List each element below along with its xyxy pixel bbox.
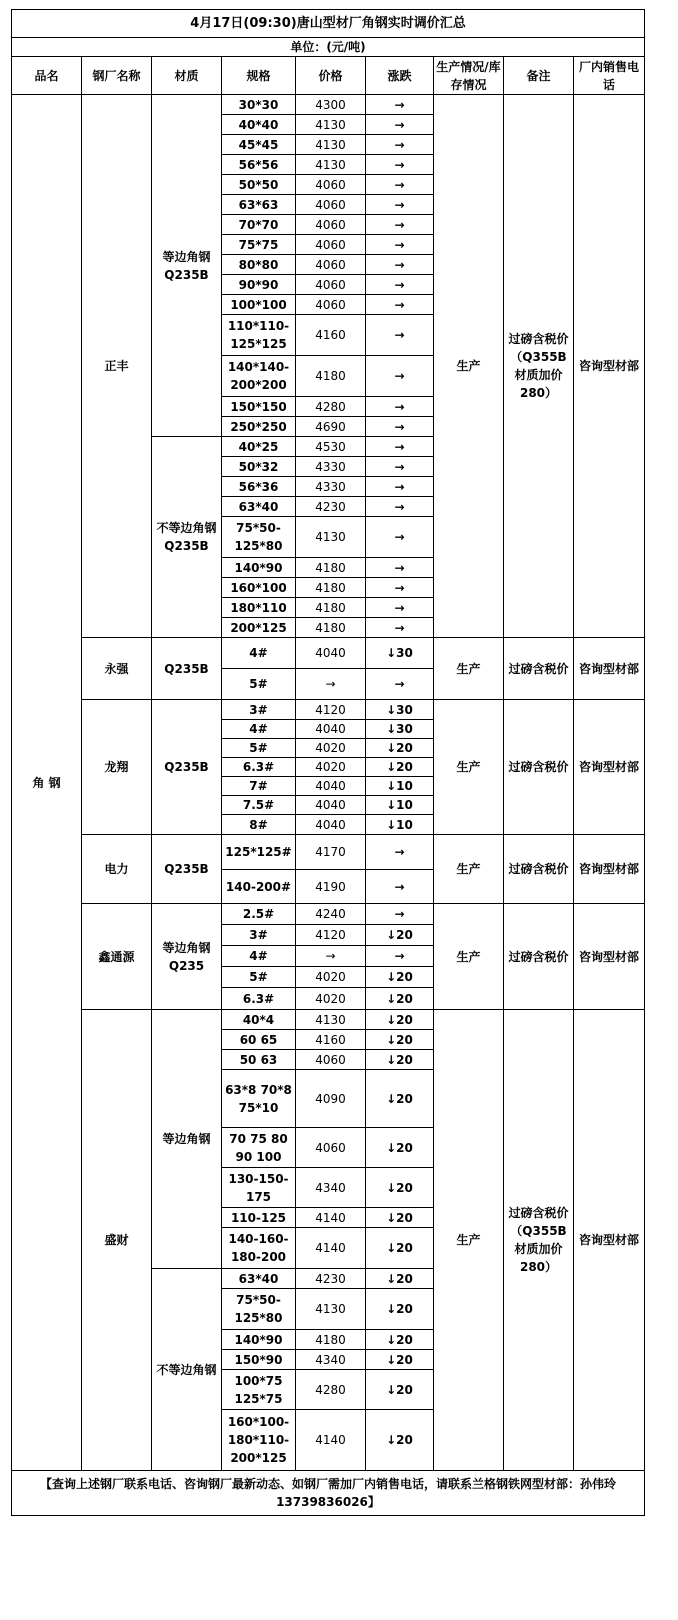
table-title: 4月17日(09:30)唐山型材厂角钢实时调价汇总 — [12, 10, 645, 38]
price-cell: 4060 — [296, 235, 366, 255]
spec-cell: 90*90 — [222, 275, 296, 295]
price-cell: 4160 — [296, 315, 366, 356]
spec-cell: 250*250 — [222, 417, 296, 437]
change-cell: ↓20 — [366, 1050, 434, 1070]
change-cell: → — [366, 275, 434, 295]
price-cell: 4130 — [296, 1289, 366, 1330]
change-cell: ↓20 — [366, 1010, 434, 1030]
change-cell: → — [366, 669, 434, 700]
change-cell: → — [366, 946, 434, 967]
price-cell: 4230 — [296, 1269, 366, 1289]
change-cell: → — [366, 195, 434, 215]
phone-cell: 咨询型材部 — [574, 904, 645, 1010]
mill-name: 盛财 — [82, 1010, 152, 1471]
price-cell: 4180 — [296, 598, 366, 618]
production-status: 生产 — [434, 638, 504, 700]
change-cell: ↓20 — [366, 1168, 434, 1208]
spec-cell: 30*30 — [222, 95, 296, 115]
change-cell: ↓30 — [366, 638, 434, 669]
change-cell: ↓20 — [366, 739, 434, 758]
price-cell: 4140 — [296, 1208, 366, 1228]
change-cell: ↓20 — [366, 967, 434, 988]
change-cell: → — [366, 457, 434, 477]
spec-cell: 5# — [222, 739, 296, 758]
price-cell: 4020 — [296, 967, 366, 988]
price-cell: 4300 — [296, 95, 366, 115]
remark-cell: 过磅含税价 — [504, 700, 574, 835]
phone-cell: 咨询型材部 — [574, 835, 645, 904]
mill-name: 电力 — [82, 835, 152, 904]
price-cell: 4090 — [296, 1070, 366, 1128]
spec-cell: 70 75 80 90 100 — [222, 1128, 296, 1168]
change-cell: → — [366, 578, 434, 598]
table-row — [12, 700, 645, 720]
change-cell: ↓20 — [366, 1269, 434, 1289]
phone-cell: 咨询型材部 — [574, 700, 645, 835]
change-cell: → — [366, 155, 434, 175]
spec-cell: 4# — [222, 638, 296, 669]
spec-cell: 5# — [222, 669, 296, 700]
price-cell: → — [296, 669, 366, 700]
spec-cell: 160*100-180*110-200*125 — [222, 1410, 296, 1471]
change-cell: → — [366, 215, 434, 235]
unit-label: 单位：(元/吨) — [12, 38, 645, 57]
change-cell: → — [366, 437, 434, 457]
price-cell: 4020 — [296, 758, 366, 777]
price-cell: 4060 — [296, 295, 366, 315]
spec-cell: 50 63 — [222, 1050, 296, 1070]
change-cell: ↓20 — [366, 1070, 434, 1128]
spec-cell: 130-150-175 — [222, 1168, 296, 1208]
change-cell: → — [366, 135, 434, 155]
change-cell: → — [366, 870, 434, 904]
spec-cell: 3# — [222, 925, 296, 946]
price-cell: 4060 — [296, 1128, 366, 1168]
change-cell: ↓20 — [366, 1410, 434, 1471]
production-status: 生产 — [434, 835, 504, 904]
spec-cell: 100*75 125*75 — [222, 1370, 296, 1410]
price-cell: 4140 — [296, 1410, 366, 1471]
change-cell: → — [366, 356, 434, 397]
header-product: 品名 — [12, 57, 82, 95]
price-cell: 4130 — [296, 155, 366, 175]
spec-cell: 140*140-200*200 — [222, 356, 296, 397]
header-change: 涨跌 — [366, 57, 434, 95]
spec-cell: 56*36 — [222, 477, 296, 497]
material-cell: Q235B — [152, 638, 222, 700]
price-cell: 4060 — [296, 195, 366, 215]
table-row — [12, 835, 645, 870]
change-cell: → — [366, 835, 434, 870]
price-cell: 4140 — [296, 1228, 366, 1269]
header-remark: 备注 — [504, 57, 574, 95]
price-cell: 4340 — [296, 1350, 366, 1370]
price-cell: 4280 — [296, 397, 366, 417]
change-cell: ↓10 — [366, 815, 434, 835]
price-cell: 4060 — [296, 175, 366, 195]
change-cell: ↓20 — [366, 1370, 434, 1410]
spec-cell: 140*90 — [222, 1330, 296, 1350]
remark-cell: 过磅含税价 — [504, 904, 574, 1010]
phone-cell: 咨询型材部 — [574, 1010, 645, 1471]
production-status: 生产 — [434, 904, 504, 1010]
spec-cell: 8# — [222, 815, 296, 835]
spec-cell: 63*8 70*8 75*10 — [222, 1070, 296, 1128]
remark-cell: 过磅含税价 — [504, 638, 574, 700]
price-cell: 4130 — [296, 1010, 366, 1030]
spec-cell: 4# — [222, 720, 296, 739]
material-cell: 不等边角钢Q235B — [152, 437, 222, 638]
price-cell: 4130 — [296, 115, 366, 135]
spec-cell: 140-200# — [222, 870, 296, 904]
spec-cell: 7.5# — [222, 796, 296, 815]
price-cell: 4130 — [296, 517, 366, 558]
spec-cell: 63*63 — [222, 195, 296, 215]
material-cell: Q235B — [152, 835, 222, 904]
spec-cell: 75*50-125*80 — [222, 517, 296, 558]
spec-cell: 2.5# — [222, 904, 296, 925]
price-cell: 4230 — [296, 497, 366, 517]
change-cell: → — [366, 95, 434, 115]
material-cell: Q235B — [152, 700, 222, 835]
change-cell: ↓20 — [366, 925, 434, 946]
change-cell: → — [366, 598, 434, 618]
spec-cell: 63*40 — [222, 497, 296, 517]
change-cell: ↓30 — [366, 720, 434, 739]
price-cell: 4330 — [296, 457, 366, 477]
price-cell: 4170 — [296, 835, 366, 870]
price-cell: 4690 — [296, 417, 366, 437]
price-cell: 4060 — [296, 215, 366, 235]
header-phone: 厂内销售电话 — [574, 57, 645, 95]
spec-cell: 140-160-180-200 — [222, 1228, 296, 1269]
spec-cell: 40*40 — [222, 115, 296, 135]
price-cell: 4340 — [296, 1168, 366, 1208]
change-cell: → — [366, 497, 434, 517]
change-cell: ↓20 — [366, 1030, 434, 1050]
footer-note: 【查询上述钢厂联系电话、咨询钢厂最新动态、如钢厂需加厂内销售电话，请联系兰格钢铁网型材部：孙伟玲13739836026】 — [12, 1471, 645, 1516]
table-row — [12, 638, 645, 669]
phone-cell: 咨询型材部 — [574, 638, 645, 700]
change-cell: ↓20 — [366, 1208, 434, 1228]
product-name: 角 钢 — [12, 95, 82, 1471]
spec-cell: 50*32 — [222, 457, 296, 477]
material-cell: 等边角钢Q235B — [152, 95, 222, 437]
price-cell: 4190 — [296, 870, 366, 904]
change-cell: → — [366, 115, 434, 135]
change-cell: ↓10 — [366, 796, 434, 815]
spec-cell: 75*75 — [222, 235, 296, 255]
spec-cell: 4# — [222, 946, 296, 967]
price-table — [11, 9, 645, 1516]
spec-cell: 40*4 — [222, 1010, 296, 1030]
spec-cell: 110-125 — [222, 1208, 296, 1228]
spec-cell: 50*50 — [222, 175, 296, 195]
change-cell: ↓10 — [366, 777, 434, 796]
change-cell: ↓20 — [366, 1350, 434, 1370]
header-price: 价格 — [296, 57, 366, 95]
change-cell: → — [366, 397, 434, 417]
spec-cell: 7# — [222, 777, 296, 796]
mill-name: 正丰 — [82, 95, 152, 638]
price-cell: 4120 — [296, 925, 366, 946]
change-cell: → — [366, 417, 434, 437]
spec-cell: 180*110 — [222, 598, 296, 618]
production-status: 生产 — [434, 700, 504, 835]
change-cell: ↓20 — [366, 1228, 434, 1269]
price-cell: 4160 — [296, 1030, 366, 1050]
production-status: 生产 — [434, 1010, 504, 1471]
material-cell: 等边角钢Q235 — [152, 904, 222, 1010]
spec-cell: 75*50-125*80 — [222, 1289, 296, 1330]
spec-cell: 6.3# — [222, 758, 296, 777]
spec-cell: 3# — [222, 700, 296, 720]
change-cell: → — [366, 477, 434, 497]
price-cell: 4530 — [296, 437, 366, 457]
spec-cell: 70*70 — [222, 215, 296, 235]
change-cell: → — [366, 517, 434, 558]
price-cell: 4040 — [296, 777, 366, 796]
change-cell: → — [366, 618, 434, 638]
price-cell: 4040 — [296, 720, 366, 739]
remark-cell: 过磅含税价（Q355B材质加价280） — [504, 1010, 574, 1471]
change-cell: → — [366, 558, 434, 578]
price-cell: 4040 — [296, 638, 366, 669]
material-cell: 等边角钢 — [152, 1010, 222, 1269]
change-cell: → — [366, 904, 434, 925]
price-cell: 4130 — [296, 135, 366, 155]
spec-cell: 160*100 — [222, 578, 296, 598]
spec-cell: 5# — [222, 967, 296, 988]
change-cell: ↓30 — [366, 700, 434, 720]
table-row — [12, 95, 645, 115]
price-cell: 4040 — [296, 796, 366, 815]
change-cell: → — [366, 315, 434, 356]
price-cell: 4240 — [296, 904, 366, 925]
spec-cell: 56*56 — [222, 155, 296, 175]
change-cell: ↓20 — [366, 758, 434, 777]
price-cell: 4040 — [296, 815, 366, 835]
table-row — [12, 904, 645, 925]
change-cell: → — [366, 295, 434, 315]
spec-cell: 60 65 — [222, 1030, 296, 1050]
price-cell: 4060 — [296, 275, 366, 295]
spec-cell: 140*90 — [222, 558, 296, 578]
spec-cell: 6.3# — [222, 988, 296, 1010]
price-cell: 4180 — [296, 1330, 366, 1350]
remark-cell: 过磅含税价（Q355B材质加价280） — [504, 95, 574, 638]
price-cell: 4180 — [296, 558, 366, 578]
mill-name: 龙翔 — [82, 700, 152, 835]
change-cell: ↓20 — [366, 988, 434, 1010]
table-row — [12, 1010, 645, 1030]
remark-cell: 过磅含税价 — [504, 835, 574, 904]
header-material: 材质 — [152, 57, 222, 95]
phone-cell: 咨询型材部 — [574, 95, 645, 638]
mill-name: 永强 — [82, 638, 152, 700]
change-cell: ↓20 — [366, 1289, 434, 1330]
spec-cell: 45*45 — [222, 135, 296, 155]
spec-cell: 63*40 — [222, 1269, 296, 1289]
change-cell: ↓20 — [366, 1330, 434, 1350]
price-cell: 4060 — [296, 1050, 366, 1070]
price-cell: 4180 — [296, 356, 366, 397]
spec-cell: 40*25 — [222, 437, 296, 457]
change-cell: → — [366, 175, 434, 195]
material-cell: 不等边角钢 — [152, 1269, 222, 1471]
price-cell: → — [296, 946, 366, 967]
header-spec: 规格 — [222, 57, 296, 95]
price-cell: 4280 — [296, 1370, 366, 1410]
price-cell: 4060 — [296, 255, 366, 275]
production-status: 生产 — [434, 95, 504, 638]
mill-name: 鑫通源 — [82, 904, 152, 1010]
price-cell: 4180 — [296, 578, 366, 598]
spec-cell: 110*110-125*125 — [222, 315, 296, 356]
change-cell: ↓20 — [366, 1128, 434, 1168]
price-cell: 4020 — [296, 988, 366, 1010]
change-cell: → — [366, 255, 434, 275]
spec-cell: 80*80 — [222, 255, 296, 275]
spec-cell: 150*150 — [222, 397, 296, 417]
header-mill: 钢厂名称 — [82, 57, 152, 95]
price-cell: 4330 — [296, 477, 366, 497]
spec-cell: 125*125# — [222, 835, 296, 870]
price-cell: 4020 — [296, 739, 366, 758]
price-cell: 4120 — [296, 700, 366, 720]
change-cell: → — [366, 235, 434, 255]
spec-cell: 150*90 — [222, 1350, 296, 1370]
spec-cell: 100*100 — [222, 295, 296, 315]
spec-cell: 200*125 — [222, 618, 296, 638]
price-cell: 4180 — [296, 618, 366, 638]
header-production: 生产情况/库存情况 — [434, 57, 504, 95]
